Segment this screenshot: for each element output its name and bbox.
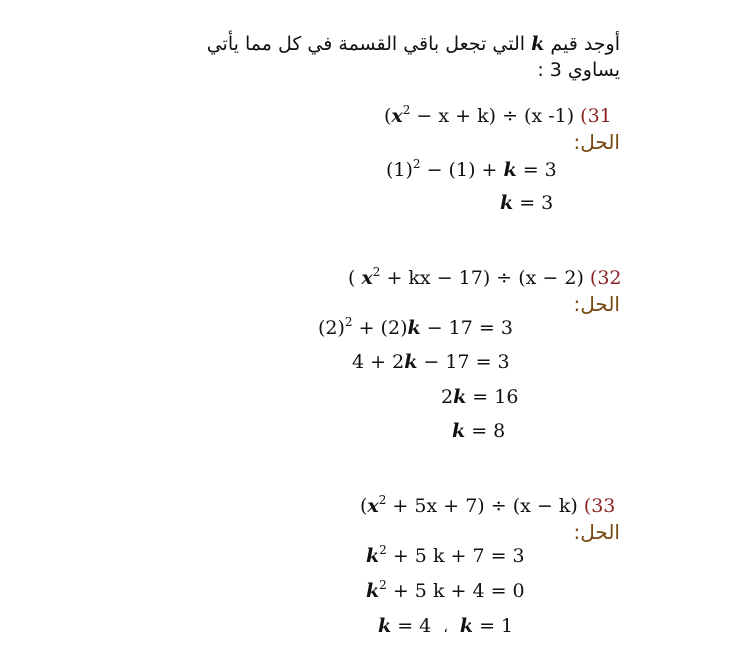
problem-32-step-3: 2k = 16	[441, 386, 519, 408]
problem-32-expression: ( $x^2$ + kx − 17) ÷ (x − 2) (32	[348, 265, 622, 289]
intro-line-1	[207, 32, 620, 56]
problem-33-number: (33	[583, 495, 616, 517]
problem-31-expression: $(x^2 - x + k) \div (x$ -1) (31	[384, 103, 612, 127]
intro-text-a: أوجد قيم	[550, 33, 620, 55]
intro-line-2: يساوي 3 :	[537, 59, 620, 81]
problem-32-step-1: $(2)^2 + (2)k - 17 = 3$	[318, 315, 513, 339]
problem-31-step-1: $(1)^2 - (1) + k = 3$	[386, 157, 557, 181]
comma-separator: ،	[443, 620, 448, 636]
problem-32-solution-label: الحل:	[573, 292, 620, 316]
intro-text-b: التي تجعل باقي القسمة في كل مما يأتي	[206, 33, 526, 55]
problem-33-step-3: k = 4 ، k = 1	[378, 615, 514, 637]
problem-33-step-2: $k^2 + 5$ k + 4 = 0	[366, 578, 525, 602]
problem-32-step-4: k = 8	[452, 420, 506, 442]
problem-31-solution-label: الحل:	[573, 130, 620, 154]
problem-31-step-2: k = 3	[500, 192, 554, 214]
problem-33-solution-label: الحل:	[573, 520, 620, 544]
intro-variable: k	[531, 33, 545, 55]
problem-31-number: (31	[580, 105, 612, 127]
problem-32-number: (32	[589, 267, 622, 289]
problem-32-step-2: 4 + 2k − 17 = 3	[352, 351, 510, 373]
problem-33-step-1: $k^2 + 5$ k + 7 = 3	[366, 543, 525, 567]
problem-33-expression: $(x^2 + 5x + 7) \div (x - k)$ (33	[360, 493, 616, 517]
